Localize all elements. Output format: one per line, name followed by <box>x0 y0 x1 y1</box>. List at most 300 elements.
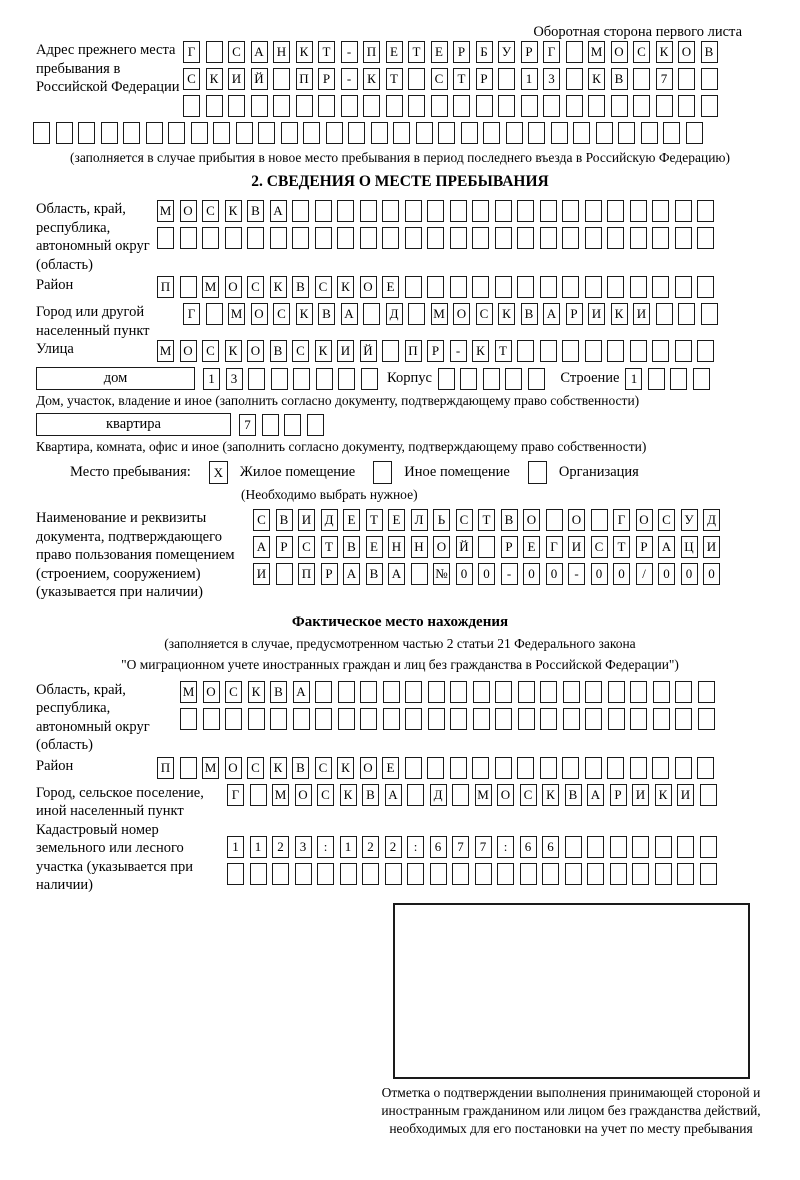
place-type-option-residential[interactable] <box>209 461 355 484</box>
char-box[interactable] <box>180 227 197 249</box>
char-box[interactable] <box>450 757 467 779</box>
char-box[interactable] <box>460 368 477 390</box>
char-box[interactable]: Р <box>276 536 293 558</box>
char-box[interactable] <box>610 836 627 858</box>
char-box[interactable] <box>431 95 448 117</box>
char-box[interactable]: 0 <box>703 563 720 585</box>
char-box[interactable] <box>632 836 649 858</box>
char-box[interactable] <box>348 122 365 144</box>
char-box[interactable] <box>405 227 422 249</box>
char-box[interactable] <box>206 303 223 325</box>
char-box[interactable]: В <box>611 68 628 90</box>
char-box[interactable]: В <box>362 784 379 806</box>
char-box[interactable] <box>427 276 444 298</box>
char-box[interactable]: Р <box>321 563 338 585</box>
char-box[interactable] <box>191 122 208 144</box>
char-box[interactable] <box>701 303 718 325</box>
char-box[interactable] <box>608 681 625 703</box>
char-box[interactable]: И <box>633 303 650 325</box>
char-box[interactable] <box>641 122 658 144</box>
char-box[interactable] <box>247 227 264 249</box>
char-box[interactable] <box>168 122 185 144</box>
char-box[interactable]: Е <box>523 536 540 558</box>
char-box[interactable] <box>340 863 357 885</box>
char-box[interactable]: У <box>498 41 515 63</box>
char-box[interactable]: Т <box>478 509 495 531</box>
char-box[interactable] <box>698 708 715 730</box>
char-box[interactable] <box>540 708 557 730</box>
char-box[interactable]: А <box>253 536 270 558</box>
char-box[interactable]: Р <box>318 68 335 90</box>
char-box[interactable] <box>546 509 563 531</box>
char-box[interactable] <box>472 200 489 222</box>
char-box[interactable] <box>236 122 253 144</box>
char-box[interactable]: Г <box>613 509 630 531</box>
char-box[interactable] <box>607 276 624 298</box>
char-box[interactable] <box>630 340 647 362</box>
char-box[interactable] <box>587 836 604 858</box>
char-box[interactable] <box>284 414 301 436</box>
char-box[interactable]: Р <box>501 536 518 558</box>
char-box[interactable]: П <box>296 68 313 90</box>
char-box[interactable] <box>565 863 582 885</box>
char-box[interactable] <box>520 863 537 885</box>
char-box[interactable] <box>497 863 514 885</box>
char-box[interactable]: - <box>341 41 358 63</box>
char-box[interactable]: В <box>247 200 264 222</box>
char-box[interactable] <box>405 200 422 222</box>
char-box[interactable] <box>371 122 388 144</box>
char-box[interactable] <box>408 95 425 117</box>
char-box[interactable] <box>588 95 605 117</box>
char-box[interactable] <box>700 836 717 858</box>
char-box[interactable] <box>386 95 403 117</box>
char-box[interactable] <box>495 708 512 730</box>
char-box[interactable]: Е <box>388 509 405 531</box>
char-box[interactable]: 1 <box>340 836 357 858</box>
char-box[interactable]: 0 <box>613 563 630 585</box>
char-box[interactable] <box>495 276 512 298</box>
char-box[interactable] <box>382 227 399 249</box>
char-box[interactable] <box>276 563 293 585</box>
char-box[interactable] <box>566 95 583 117</box>
char-box[interactable]: К <box>337 276 354 298</box>
char-box[interactable] <box>361 368 378 390</box>
char-box[interactable] <box>495 200 512 222</box>
char-box[interactable]: М <box>180 681 197 703</box>
char-box[interactable]: С <box>183 68 200 90</box>
char-box[interactable]: К <box>337 757 354 779</box>
char-box[interactable] <box>540 227 557 249</box>
char-box[interactable]: В <box>501 509 518 531</box>
char-box[interactable] <box>206 41 223 63</box>
char-box[interactable]: В <box>521 303 538 325</box>
char-box[interactable] <box>407 863 424 885</box>
char-box[interactable]: И <box>253 563 270 585</box>
char-box[interactable] <box>472 276 489 298</box>
char-box[interactable]: К <box>656 41 673 63</box>
char-box[interactable]: А <box>270 200 287 222</box>
char-box[interactable]: В <box>292 757 309 779</box>
char-box[interactable]: А <box>658 536 675 558</box>
char-box[interactable] <box>677 836 694 858</box>
char-box[interactable]: В <box>292 276 309 298</box>
char-box[interactable]: О <box>611 41 628 63</box>
char-box[interactable]: К <box>363 68 380 90</box>
char-box[interactable]: - <box>501 563 518 585</box>
char-box[interactable] <box>697 200 714 222</box>
char-box[interactable]: С <box>315 757 332 779</box>
char-box[interactable] <box>227 863 244 885</box>
char-box[interactable]: А <box>293 681 310 703</box>
char-box[interactable] <box>517 340 534 362</box>
char-box[interactable]: С <box>202 340 219 362</box>
char-box[interactable]: Е <box>343 509 360 531</box>
char-box[interactable]: С <box>247 276 264 298</box>
char-box[interactable] <box>633 95 650 117</box>
char-box[interactable] <box>585 681 602 703</box>
char-box[interactable] <box>495 681 512 703</box>
char-box[interactable]: И <box>703 536 720 558</box>
char-box[interactable] <box>281 122 298 144</box>
char-box[interactable] <box>495 757 512 779</box>
char-box[interactable] <box>565 836 582 858</box>
char-box[interactable]: С <box>225 681 242 703</box>
char-box[interactable] <box>326 122 343 144</box>
char-box[interactable] <box>407 784 424 806</box>
char-box[interactable] <box>428 708 445 730</box>
char-box[interactable]: К <box>248 681 265 703</box>
char-box[interactable] <box>540 681 557 703</box>
char-box[interactable]: С <box>228 41 245 63</box>
char-box[interactable] <box>438 122 455 144</box>
char-box[interactable]: М <box>272 784 289 806</box>
char-box[interactable]: Е <box>382 276 399 298</box>
char-box[interactable]: Б <box>476 41 493 63</box>
char-box[interactable]: О <box>203 681 220 703</box>
char-box[interactable]: С <box>476 303 493 325</box>
char-box[interactable] <box>540 757 557 779</box>
char-box[interactable]: О <box>433 536 450 558</box>
char-box[interactable]: С <box>591 536 608 558</box>
char-box[interactable]: Й <box>456 536 473 558</box>
char-box[interactable] <box>607 757 624 779</box>
char-box[interactable] <box>630 757 647 779</box>
char-box[interactable]: И <box>568 536 585 558</box>
char-box[interactable] <box>472 227 489 249</box>
char-box[interactable] <box>315 227 332 249</box>
char-box[interactable] <box>203 708 220 730</box>
char-box[interactable] <box>540 340 557 362</box>
char-box[interactable]: О <box>295 784 312 806</box>
char-box[interactable]: М <box>475 784 492 806</box>
char-box[interactable]: С <box>292 340 309 362</box>
char-box[interactable] <box>393 122 410 144</box>
char-box[interactable] <box>518 681 535 703</box>
char-box[interactable] <box>678 95 695 117</box>
char-box[interactable]: 0 <box>681 563 698 585</box>
char-box[interactable]: Р <box>476 68 493 90</box>
char-box[interactable]: М <box>588 41 605 63</box>
char-box[interactable] <box>360 200 377 222</box>
char-box[interactable] <box>273 68 290 90</box>
char-box[interactable]: - <box>450 340 467 362</box>
char-box[interactable]: М <box>202 757 219 779</box>
char-box[interactable] <box>315 681 332 703</box>
char-box[interactable] <box>270 227 287 249</box>
char-box[interactable]: К <box>225 200 242 222</box>
char-box[interactable] <box>675 340 692 362</box>
char-box[interactable] <box>517 200 534 222</box>
char-box[interactable]: А <box>341 303 358 325</box>
char-box[interactable]: А <box>251 41 268 63</box>
char-box[interactable]: Н <box>388 536 405 558</box>
char-box[interactable]: 0 <box>478 563 495 585</box>
char-box[interactable] <box>360 681 377 703</box>
char-box[interactable]: О <box>251 303 268 325</box>
char-box[interactable] <box>56 122 73 144</box>
char-box[interactable] <box>596 122 613 144</box>
other-premises-checkbox[interactable] <box>373 461 392 484</box>
char-box[interactable]: А <box>388 563 405 585</box>
char-box[interactable]: О <box>247 340 264 362</box>
char-box[interactable] <box>408 303 425 325</box>
char-box[interactable]: А <box>343 563 360 585</box>
char-box[interactable] <box>405 708 422 730</box>
char-box[interactable]: 3 <box>295 836 312 858</box>
char-box[interactable] <box>498 95 515 117</box>
char-box[interactable]: А <box>385 784 402 806</box>
char-box[interactable] <box>675 708 692 730</box>
char-box[interactable]: В <box>270 340 287 362</box>
char-box[interactable]: С <box>253 509 270 531</box>
char-box[interactable] <box>360 227 377 249</box>
char-box[interactable] <box>427 757 444 779</box>
char-box[interactable]: К <box>498 303 515 325</box>
char-box[interactable]: 2 <box>272 836 289 858</box>
char-box[interactable]: В <box>318 303 335 325</box>
char-box[interactable] <box>670 368 687 390</box>
char-box[interactable]: 6 <box>430 836 447 858</box>
char-box[interactable]: Р <box>427 340 444 362</box>
char-box[interactable]: Й <box>251 68 268 90</box>
char-box[interactable]: С <box>247 757 264 779</box>
char-box[interactable] <box>225 227 242 249</box>
char-box[interactable]: С <box>520 784 537 806</box>
char-box[interactable] <box>678 68 695 90</box>
char-box[interactable] <box>337 227 354 249</box>
char-box[interactable] <box>33 122 50 144</box>
char-box[interactable] <box>411 563 428 585</box>
char-box[interactable]: О <box>636 509 653 531</box>
char-box[interactable]: М <box>202 276 219 298</box>
char-box[interactable] <box>630 276 647 298</box>
char-box[interactable] <box>438 368 455 390</box>
char-box[interactable] <box>585 757 602 779</box>
char-box[interactable]: П <box>157 276 174 298</box>
char-box[interactable]: Д <box>703 509 720 531</box>
char-box[interactable] <box>317 863 334 885</box>
char-box[interactable]: 0 <box>591 563 608 585</box>
char-box[interactable]: К <box>655 784 672 806</box>
char-box[interactable] <box>607 227 624 249</box>
char-box[interactable] <box>652 757 669 779</box>
char-box[interactable] <box>648 368 665 390</box>
char-box[interactable]: Г <box>546 536 563 558</box>
char-box[interactable] <box>700 784 717 806</box>
char-box[interactable]: К <box>315 340 332 362</box>
char-box[interactable] <box>663 122 680 144</box>
char-box[interactable] <box>517 757 534 779</box>
char-box[interactable]: Т <box>495 340 512 362</box>
char-box[interactable] <box>362 863 379 885</box>
char-box[interactable] <box>202 227 219 249</box>
char-box[interactable]: Е <box>366 536 383 558</box>
char-box[interactable] <box>383 681 400 703</box>
char-box[interactable] <box>495 227 512 249</box>
char-box[interactable] <box>653 681 670 703</box>
char-box[interactable]: 1 <box>203 368 220 390</box>
char-box[interactable] <box>652 227 669 249</box>
char-box[interactable]: 7 <box>239 414 256 436</box>
char-box[interactable] <box>505 368 522 390</box>
char-box[interactable] <box>452 784 469 806</box>
char-box[interactable] <box>540 200 557 222</box>
char-box[interactable]: 1 <box>250 836 267 858</box>
char-box[interactable]: 1 <box>625 368 642 390</box>
char-box[interactable]: Е <box>386 41 403 63</box>
char-box[interactable] <box>450 681 467 703</box>
char-box[interactable] <box>292 227 309 249</box>
char-box[interactable] <box>585 340 602 362</box>
char-box[interactable] <box>630 681 647 703</box>
char-box[interactable] <box>700 863 717 885</box>
char-box[interactable]: 3 <box>226 368 243 390</box>
char-box[interactable]: Т <box>386 68 403 90</box>
char-box[interactable]: Т <box>321 536 338 558</box>
char-box[interactable]: В <box>270 681 287 703</box>
char-box[interactable] <box>180 276 197 298</box>
char-box[interactable]: О <box>225 757 242 779</box>
char-box[interactable] <box>452 863 469 885</box>
char-box[interactable]: / <box>636 563 653 585</box>
char-box[interactable] <box>225 708 242 730</box>
char-box[interactable]: Д <box>321 509 338 531</box>
char-box[interactable] <box>303 122 320 144</box>
char-box[interactable] <box>677 863 694 885</box>
char-box[interactable] <box>315 200 332 222</box>
char-box[interactable]: С <box>315 276 332 298</box>
char-box[interactable] <box>338 368 355 390</box>
char-box[interactable] <box>518 708 535 730</box>
char-box[interactable] <box>521 95 538 117</box>
char-box[interactable] <box>653 708 670 730</box>
char-box[interactable]: О <box>453 303 470 325</box>
char-box[interactable] <box>382 340 399 362</box>
char-box[interactable] <box>610 863 627 885</box>
char-box[interactable] <box>228 95 245 117</box>
place-type-option-other[interactable] <box>373 461 510 484</box>
char-box[interactable] <box>476 95 493 117</box>
char-box[interactable] <box>363 303 380 325</box>
char-box[interactable] <box>528 368 545 390</box>
char-box[interactable] <box>473 681 490 703</box>
char-box[interactable] <box>701 68 718 90</box>
char-box[interactable] <box>562 340 579 362</box>
char-box[interactable]: С <box>273 303 290 325</box>
char-box[interactable] <box>146 122 163 144</box>
char-box[interactable]: К <box>611 303 628 325</box>
char-box[interactable]: К <box>542 784 559 806</box>
char-box[interactable] <box>542 863 559 885</box>
char-box[interactable]: Й <box>360 340 377 362</box>
char-box[interactable] <box>475 863 492 885</box>
char-box[interactable] <box>632 863 649 885</box>
char-box[interactable]: К <box>206 68 223 90</box>
char-box[interactable]: : <box>317 836 334 858</box>
char-box[interactable] <box>478 536 495 558</box>
char-box[interactable] <box>675 276 692 298</box>
char-box[interactable] <box>180 708 197 730</box>
char-box[interactable] <box>675 681 692 703</box>
char-box[interactable] <box>293 368 310 390</box>
char-box[interactable]: М <box>157 200 174 222</box>
char-box[interactable]: К <box>340 784 357 806</box>
char-box[interactable] <box>248 708 265 730</box>
char-box[interactable] <box>563 681 580 703</box>
char-box[interactable] <box>183 95 200 117</box>
char-box[interactable]: Р <box>521 41 538 63</box>
char-box[interactable] <box>517 227 534 249</box>
char-box[interactable]: В <box>565 784 582 806</box>
organization-checkbox[interactable] <box>528 461 547 484</box>
char-box[interactable]: С <box>202 200 219 222</box>
char-box[interactable]: П <box>298 563 315 585</box>
char-box[interactable]: М <box>157 340 174 362</box>
char-box[interactable]: № <box>433 563 450 585</box>
char-box[interactable] <box>697 757 714 779</box>
char-box[interactable] <box>697 340 714 362</box>
char-box[interactable]: О <box>360 757 377 779</box>
char-box[interactable] <box>587 863 604 885</box>
char-box[interactable]: 6 <box>520 836 537 858</box>
char-box[interactable]: О <box>678 41 695 63</box>
char-box[interactable] <box>562 276 579 298</box>
char-box[interactable]: Е <box>431 41 448 63</box>
char-box[interactable] <box>656 303 673 325</box>
char-box[interactable]: С <box>298 536 315 558</box>
char-box[interactable]: И <box>228 68 245 90</box>
residential-checkbox[interactable]: X <box>209 461 228 484</box>
char-box[interactable] <box>250 863 267 885</box>
char-box[interactable] <box>611 95 628 117</box>
char-box[interactable] <box>585 200 602 222</box>
char-box[interactable]: : <box>407 836 424 858</box>
char-box[interactable] <box>416 122 433 144</box>
char-box[interactable] <box>123 122 140 144</box>
char-box[interactable] <box>296 95 313 117</box>
char-box[interactable] <box>453 95 470 117</box>
char-box[interactable] <box>566 68 583 90</box>
char-box[interactable] <box>591 509 608 531</box>
char-box[interactable] <box>383 708 400 730</box>
char-box[interactable] <box>608 708 625 730</box>
char-box[interactable]: О <box>180 340 197 362</box>
char-box[interactable]: П <box>363 41 380 63</box>
char-box[interactable] <box>528 122 545 144</box>
char-box[interactable] <box>450 276 467 298</box>
char-box[interactable]: Р <box>610 784 627 806</box>
